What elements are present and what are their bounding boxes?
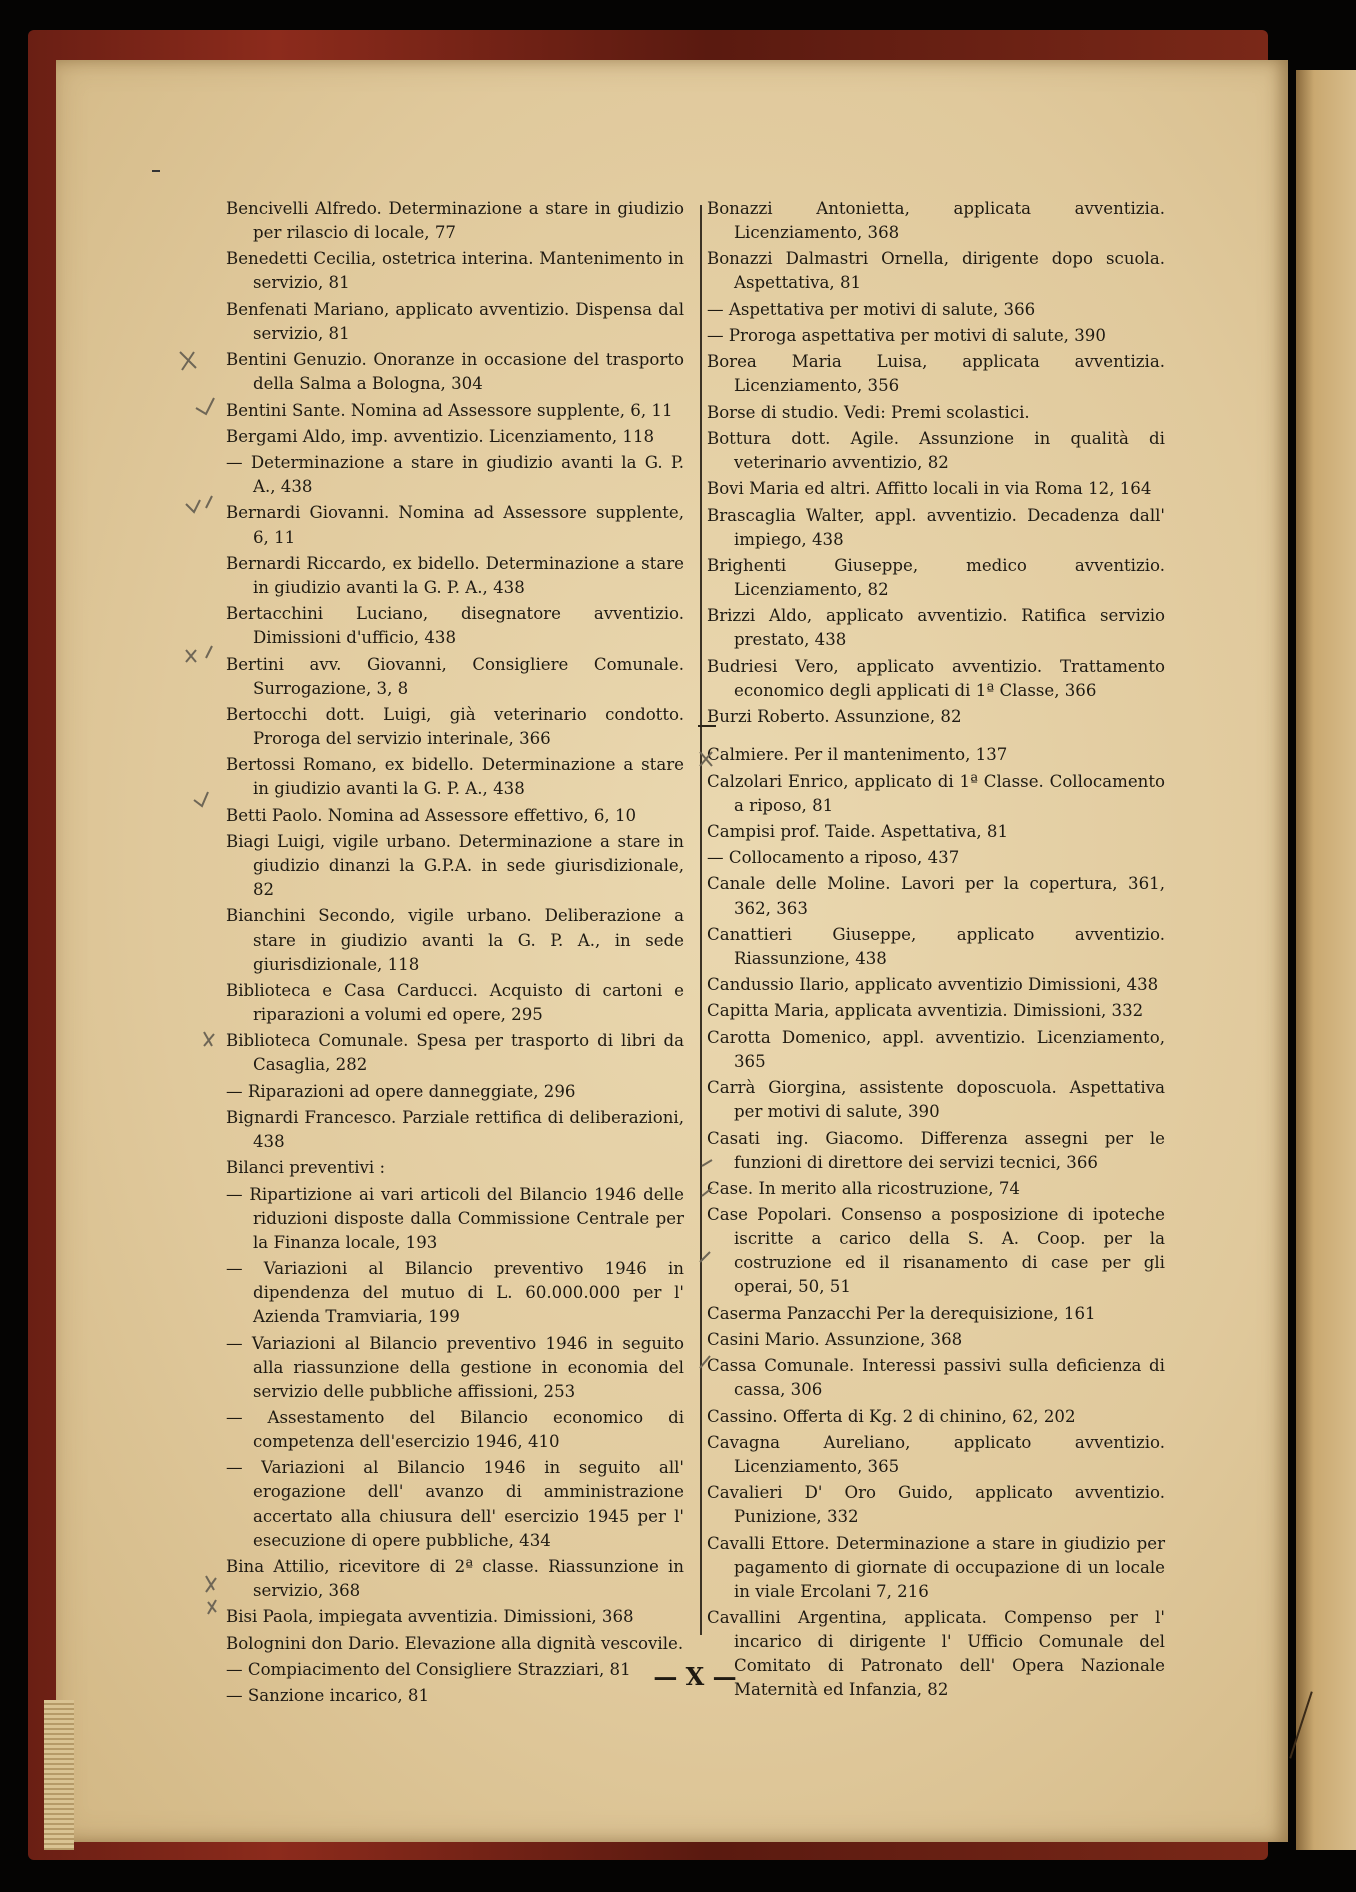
index-entry: Casati ing. Giacomo. Differenza assegni per le funzioni di direttore dei servizi tecnici, 366 — [707, 1128, 1165, 1172]
index-entry: Burzi Roberto. Assunzione, 82 — [707, 707, 962, 727]
cross-mark-icon — [180, 352, 196, 370]
index-entry: Bottura dott. Agile. Assunzione in qualità di veterinario avventizio, 82 — [707, 428, 1165, 473]
index-subentry: — Variazioni al Bilancio 1946 in seguito all' erogazione dell' avanzo di amministrazione accertato alla chiusura dell' esercizio 1945 per l' esecuzione di opere pubbliche, 434 — [226, 1458, 684, 1550]
cross-mark-icon — [186, 646, 212, 662]
index-subentry: — Determinazione a stare in giudizio avanti la G. P. A., 438 — [226, 453, 684, 497]
index-entry: Bina Attilio, ricevitore di 2ª classe. Riassunzione in servizio, 368 — [226, 1556, 684, 1601]
check-mark-icon — [196, 398, 214, 414]
index-entry: Carrà Giorgina, assistente doposcuola. Aspettativa per motivi di salute, 390 — [707, 1078, 1165, 1122]
index-entry: Brizzi Aldo, applicato avventizio. Ratifica servizio prestato, 438 — [707, 606, 1165, 650]
index-entry: Bonazzi Dalmastri Ornella, dirigente dopo scuola. Aspettativa, 81 — [707, 249, 1165, 293]
index-entry: Bentini Genuzio. Onoranze in occasione del trasporto della Salma a Bologna, 304 — [226, 350, 684, 394]
index-entry: Bisi Paola, impiegata avventizia. Dimissioni, 368 — [226, 1607, 634, 1627]
check-mark-icon — [702, 1160, 712, 1166]
index-subentry: — Aspettativa per motivi di salute, 366 — [707, 299, 1036, 319]
index-entry: Betti Paolo. Nomina ad Assessore effettivo, 6, 10 — [226, 805, 637, 825]
index-entry: Borse di studio. Vedi: Premi scolastici. — [707, 402, 1030, 422]
check-mark-icon — [194, 792, 208, 806]
cross-mark-icon — [208, 1600, 216, 1614]
index-entry: Bernardi Giovanni. Nomina ad Assessore supplente, 6, 11 — [226, 503, 684, 547]
index-entry: Bergami Aldo, imp. avventizio. Licenziamento, 118 — [226, 426, 655, 446]
index-entry: Cavagna Aureliano, applicato avventizio. Licenziamento, 365 — [707, 1432, 1165, 1477]
index-entry: Capitta Maria, applicata avventizia. Dimissioni, 332 — [707, 1001, 1144, 1021]
index-entry: Brascaglia Walter, appl. avventizio. Decadenza dall' impiego, 438 — [707, 505, 1165, 549]
index-entry: Benfenati Mariano, applicato avventizio. Dispensa dal servizio, 81 — [226, 299, 684, 343]
index-entry: Bertossi Romano, ex bidello. Determinazione a stare in giudizio avanti la G. P. A., 438 — [226, 755, 684, 799]
index-entry: Bonazzi Antonietta, applicata avventizia. Licenziamento, 368 — [707, 199, 1165, 243]
index-entry: Bertacchini Luciano, disegnatore avventizio. Dimissioni d'ufficio, 438 — [226, 604, 684, 648]
index-entry: Cavalieri D' Oro Guido, applicato avventizio. Punizione, 332 — [707, 1483, 1165, 1527]
index-entry: Bertocchi dott. Luigi, già veterinario condotto. Proroga del servizio interinale, 366 — [226, 704, 684, 749]
check-mark-icon — [700, 1252, 710, 1262]
index-subentry: — Sanzione incarico, 81 — [226, 1686, 430, 1706]
check-marks — [180, 352, 712, 1614]
index-subentry: — Variazioni al Bilancio preventivo 1946 in dipendenza del mutuo di L. 60.000.000 per l' Azienda Tramviaria, 199 — [226, 1259, 684, 1327]
index-entry: Benedetti Cecilia, ostetrica interina. Mantenimento in servizio, 81 — [226, 249, 684, 293]
index-entry: Cavalli Ettore. Determinazione a stare in giudizio per pagamento di giornate di occupazione di un locale in viale Ercolani 7, 216 — [707, 1533, 1165, 1601]
cross-mark-icon — [206, 1576, 216, 1592]
index-entry: Biagi Luigi, vigile urbano. Determinazione a stare in giudizio dinanzi la G.P.A. in sede giurisdizionale, 82 — [226, 831, 684, 900]
index-subentry: — Ripartizione ai vari articoli del Bilancio 1946 delle riduzioni disposte dalla Commissione Centrale per la Finanza locale, 193 — [226, 1184, 684, 1252]
index-entry: Calzolari Enrico, applicato di 1ª Classe. Collocamento a riposo, 81 — [707, 771, 1165, 815]
index-entry: Bencivelli Alfredo. Determinazione a stare in giudizio per rilascio di locale, 77 — [226, 199, 684, 243]
index-subentry: — Variazioni al Bilancio preventivo 1946 in seguito alla riassunzione della gestione in economia del servizio delle pubbliche affissioni, 253 — [226, 1333, 684, 1401]
index-entry: Cavallini Argentina, applicata. Compenso per l' incarico di dirigente l' Ufficio Comunale del Comitato di Patronato dell' Opera Nazionale Maternità ed Infanzia, 82 — [707, 1608, 1165, 1700]
check-mark-icon — [700, 1356, 710, 1368]
index-heading: Bilanci preventivi : — [226, 1158, 386, 1178]
index-entry: Bertini avv. Giovanni, Consigliere Comunale. Surrogazione, 3, 8 — [226, 654, 684, 698]
index-subentry: — Riparazioni ad opere danneggiate, 296 — [226, 1081, 576, 1101]
index-entry: Case Popolari. Consenso a posposizione di ipoteche iscritte a carico della S. A. Coop. per la costruzione ed il risanamento di case per gli operai, 50, 51 — [707, 1205, 1165, 1297]
index-subentry: — Proroga aspettativa per motivi di salute, 390 — [707, 326, 1106, 346]
index-entry: Calmiere. Per il mantenimento, 137 — [707, 745, 1008, 765]
index-entry: Canale delle Moline. Lavori per la copertura, 361, 362, 363 — [707, 874, 1165, 918]
check-mark-icon — [702, 1188, 712, 1196]
cross-mark-icon — [204, 1032, 214, 1046]
index-entry: Cassino. Offerta di Kg. 2 di chinino, 62, 202 — [707, 1406, 1076, 1426]
index-entry: Brighenti Giuseppe, medico avventizio. Licenziamento, 82 — [707, 556, 1165, 600]
index-entry: Borea Maria Luisa, applicata avventizia. Licenziamento, 356 — [707, 352, 1165, 396]
index-entry: Canattieri Giuseppe, applicato avventizio. Riassunzione, 438 — [707, 924, 1165, 968]
index-entry: Bernardi Riccardo, ex bidello. Determinazione a stare in giudizio avanti la G. P. A., 438 — [226, 553, 684, 597]
index-subentry: — Collocamento a riposo, 437 — [707, 848, 960, 868]
check-mark-icon — [186, 496, 212, 512]
cross-mark-icon — [700, 752, 712, 766]
index-entry: Candussio Ilario, applicato avventizio Dimissioni, 438 — [707, 975, 1159, 995]
index-entry: Campisi prof. Taide. Aspettativa, 81 — [707, 821, 1009, 841]
index-entry: Bovi Maria ed altri. Affitto locali in via Roma 12, 164 — [707, 479, 1152, 499]
index-entry: Biblioteca Comunale. Spesa per trasporto di libri da Casaglia, 282 — [226, 1031, 684, 1075]
index-entry: Bolognini don Dario. Elevazione alla dignità vescovile. — [226, 1633, 684, 1653]
index-entry: Bentini Sante. Nomina ad Assessore supplente, 6, 11 — [226, 400, 673, 420]
index-subentry: — Compiacimento del Consigliere Strazziari, 81 — [226, 1659, 631, 1679]
index-entry: Casini Mario. Assunzione, 368 — [707, 1330, 963, 1349]
index-entry: Cassa Comunale. Interessi passivi sulla deficienza di cassa, 306 — [707, 1356, 1165, 1400]
index-entry: Carotta Domenico, appl. avventizio. Licenziamento, 365 — [707, 1027, 1165, 1071]
index-entry: Budriesi Vero, applicato avventizio. Trattamento economico degli applicati di 1ª Classe, 366 — [707, 656, 1165, 700]
index-entry: Bianchini Secondo, vigile urbano. Deliberazione a stare in giudizio avanti la G. P. A., in sede giurisdizionale, 118 — [226, 906, 684, 974]
page-number: — X — — [653, 1662, 737, 1691]
index-entry: Bignardi Francesco. Parziale rettifica di deliberazioni, 438 — [226, 1107, 684, 1152]
index-subentry: — Assestamento del Bilancio economico di competenza dell'esercizio 1946, 410 — [226, 1408, 684, 1452]
index-entry: Case. In merito alla ricostruzione, 74 — [707, 1178, 1020, 1198]
index-entry: Biblioteca e Casa Carducci. Acquisto di cartoni e riparazioni a volumi ed opere, 295 — [226, 980, 684, 1024]
index-entry: Caserma Panzacchi Per la derequisizione, 161 — [707, 1303, 1096, 1323]
